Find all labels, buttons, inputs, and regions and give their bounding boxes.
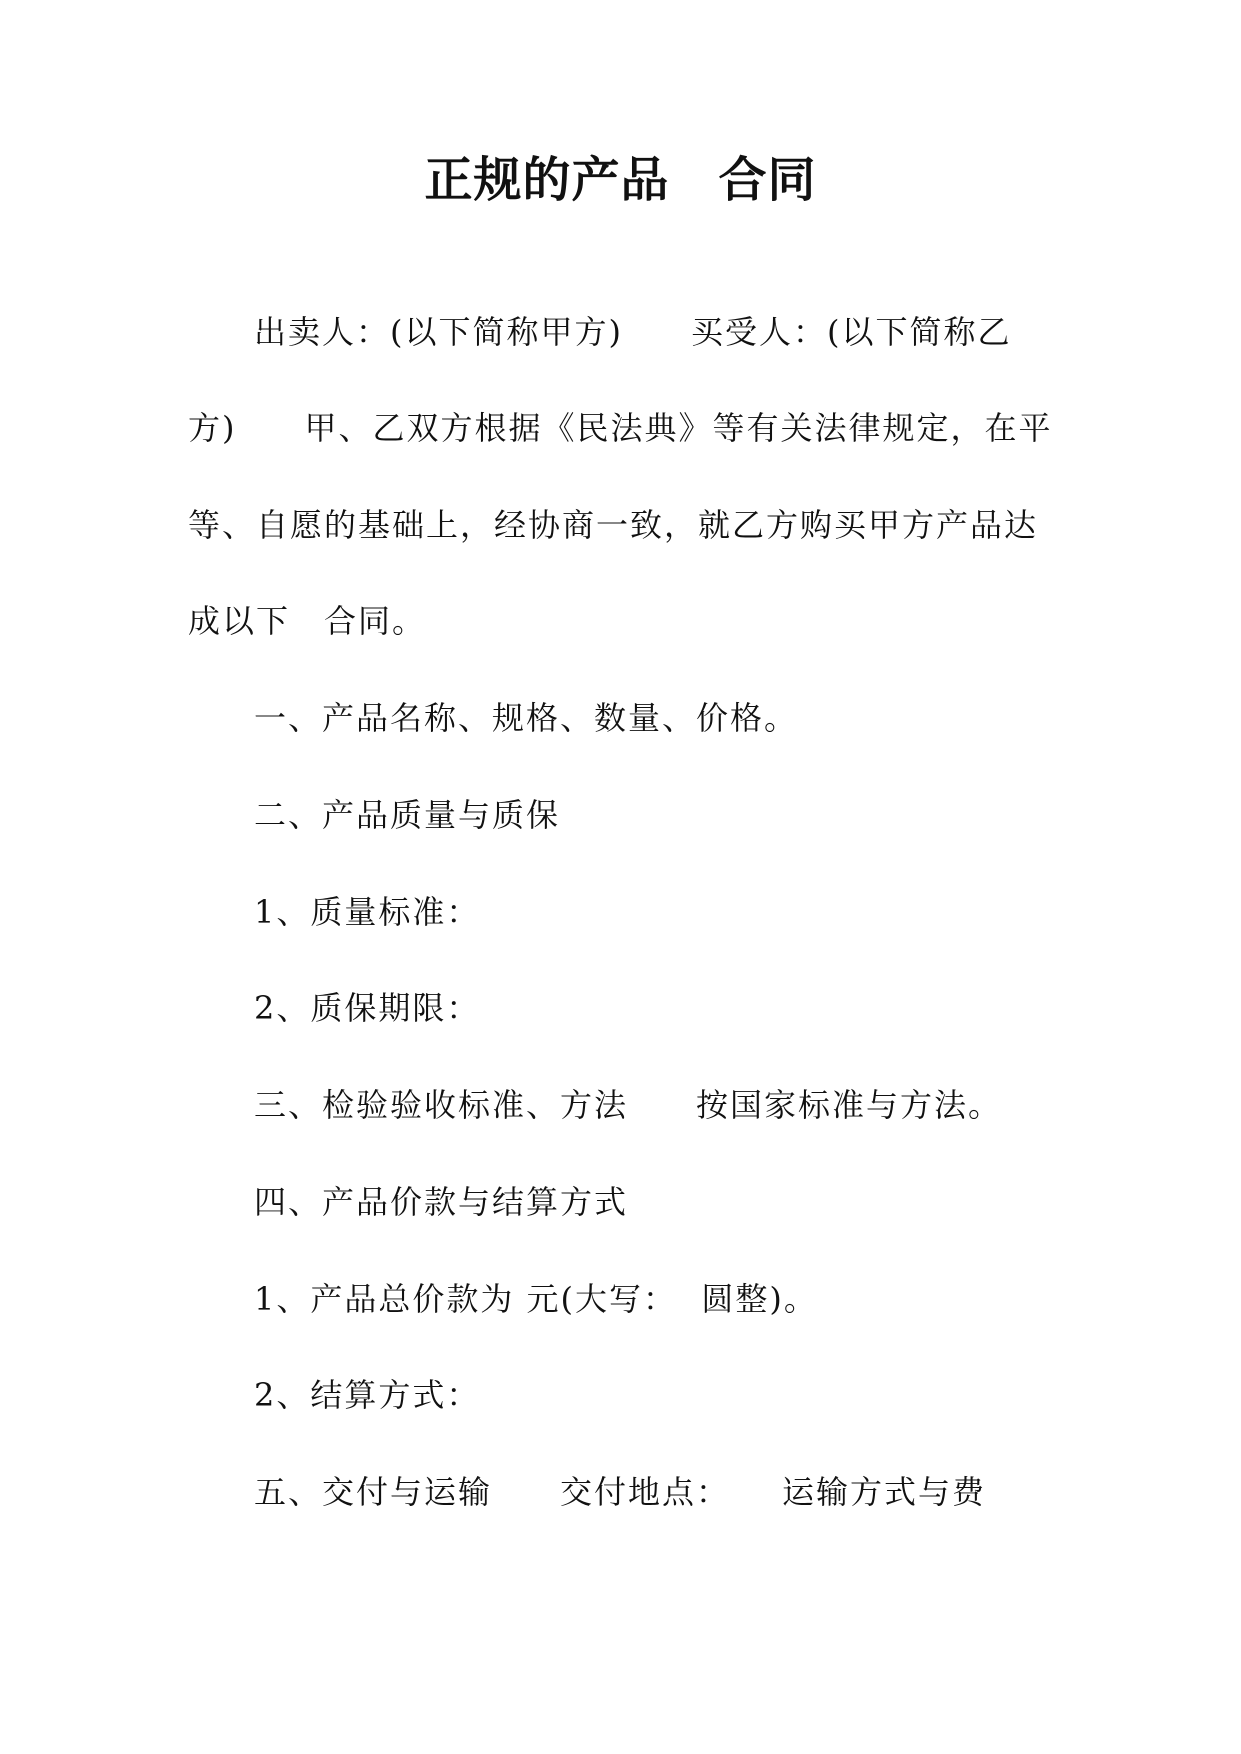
list-item: 2、质保期限：: [254, 989, 481, 1027]
paragraph-line: 出卖人：(以下简称甲方) 买受人：(以下简称乙: [254, 313, 1012, 351]
section-heading: 三、检验验收标准、方法 按国家标准与方法。: [254, 1086, 1003, 1124]
list-item: 2、结算方式：: [254, 1376, 481, 1414]
section-heading: 五、交付与运输 交付地点： 运输方式与费: [254, 1473, 987, 1511]
section-heading: 四、产品价款与结算方式: [254, 1183, 629, 1221]
document-title: 正规的产品 合同: [424, 152, 817, 208]
paragraph-line: 方) 甲、乙双方根据《民法典》等有关法律规定，在平: [188, 409, 1053, 447]
paragraph-line: 成以下 合同。: [188, 602, 427, 640]
list-item: 1、质量标准：: [254, 893, 481, 931]
paragraph-line: 等、自愿的基础上，经协商一致，就乙方购买甲方产品达: [188, 506, 1039, 544]
list-item: 1、产品总价款为 元(大写： 圆整)。: [254, 1280, 818, 1318]
section-heading: 一、产品名称、规格、数量、价格。: [254, 699, 799, 737]
section-heading: 二、产品质量与质保: [254, 796, 561, 834]
